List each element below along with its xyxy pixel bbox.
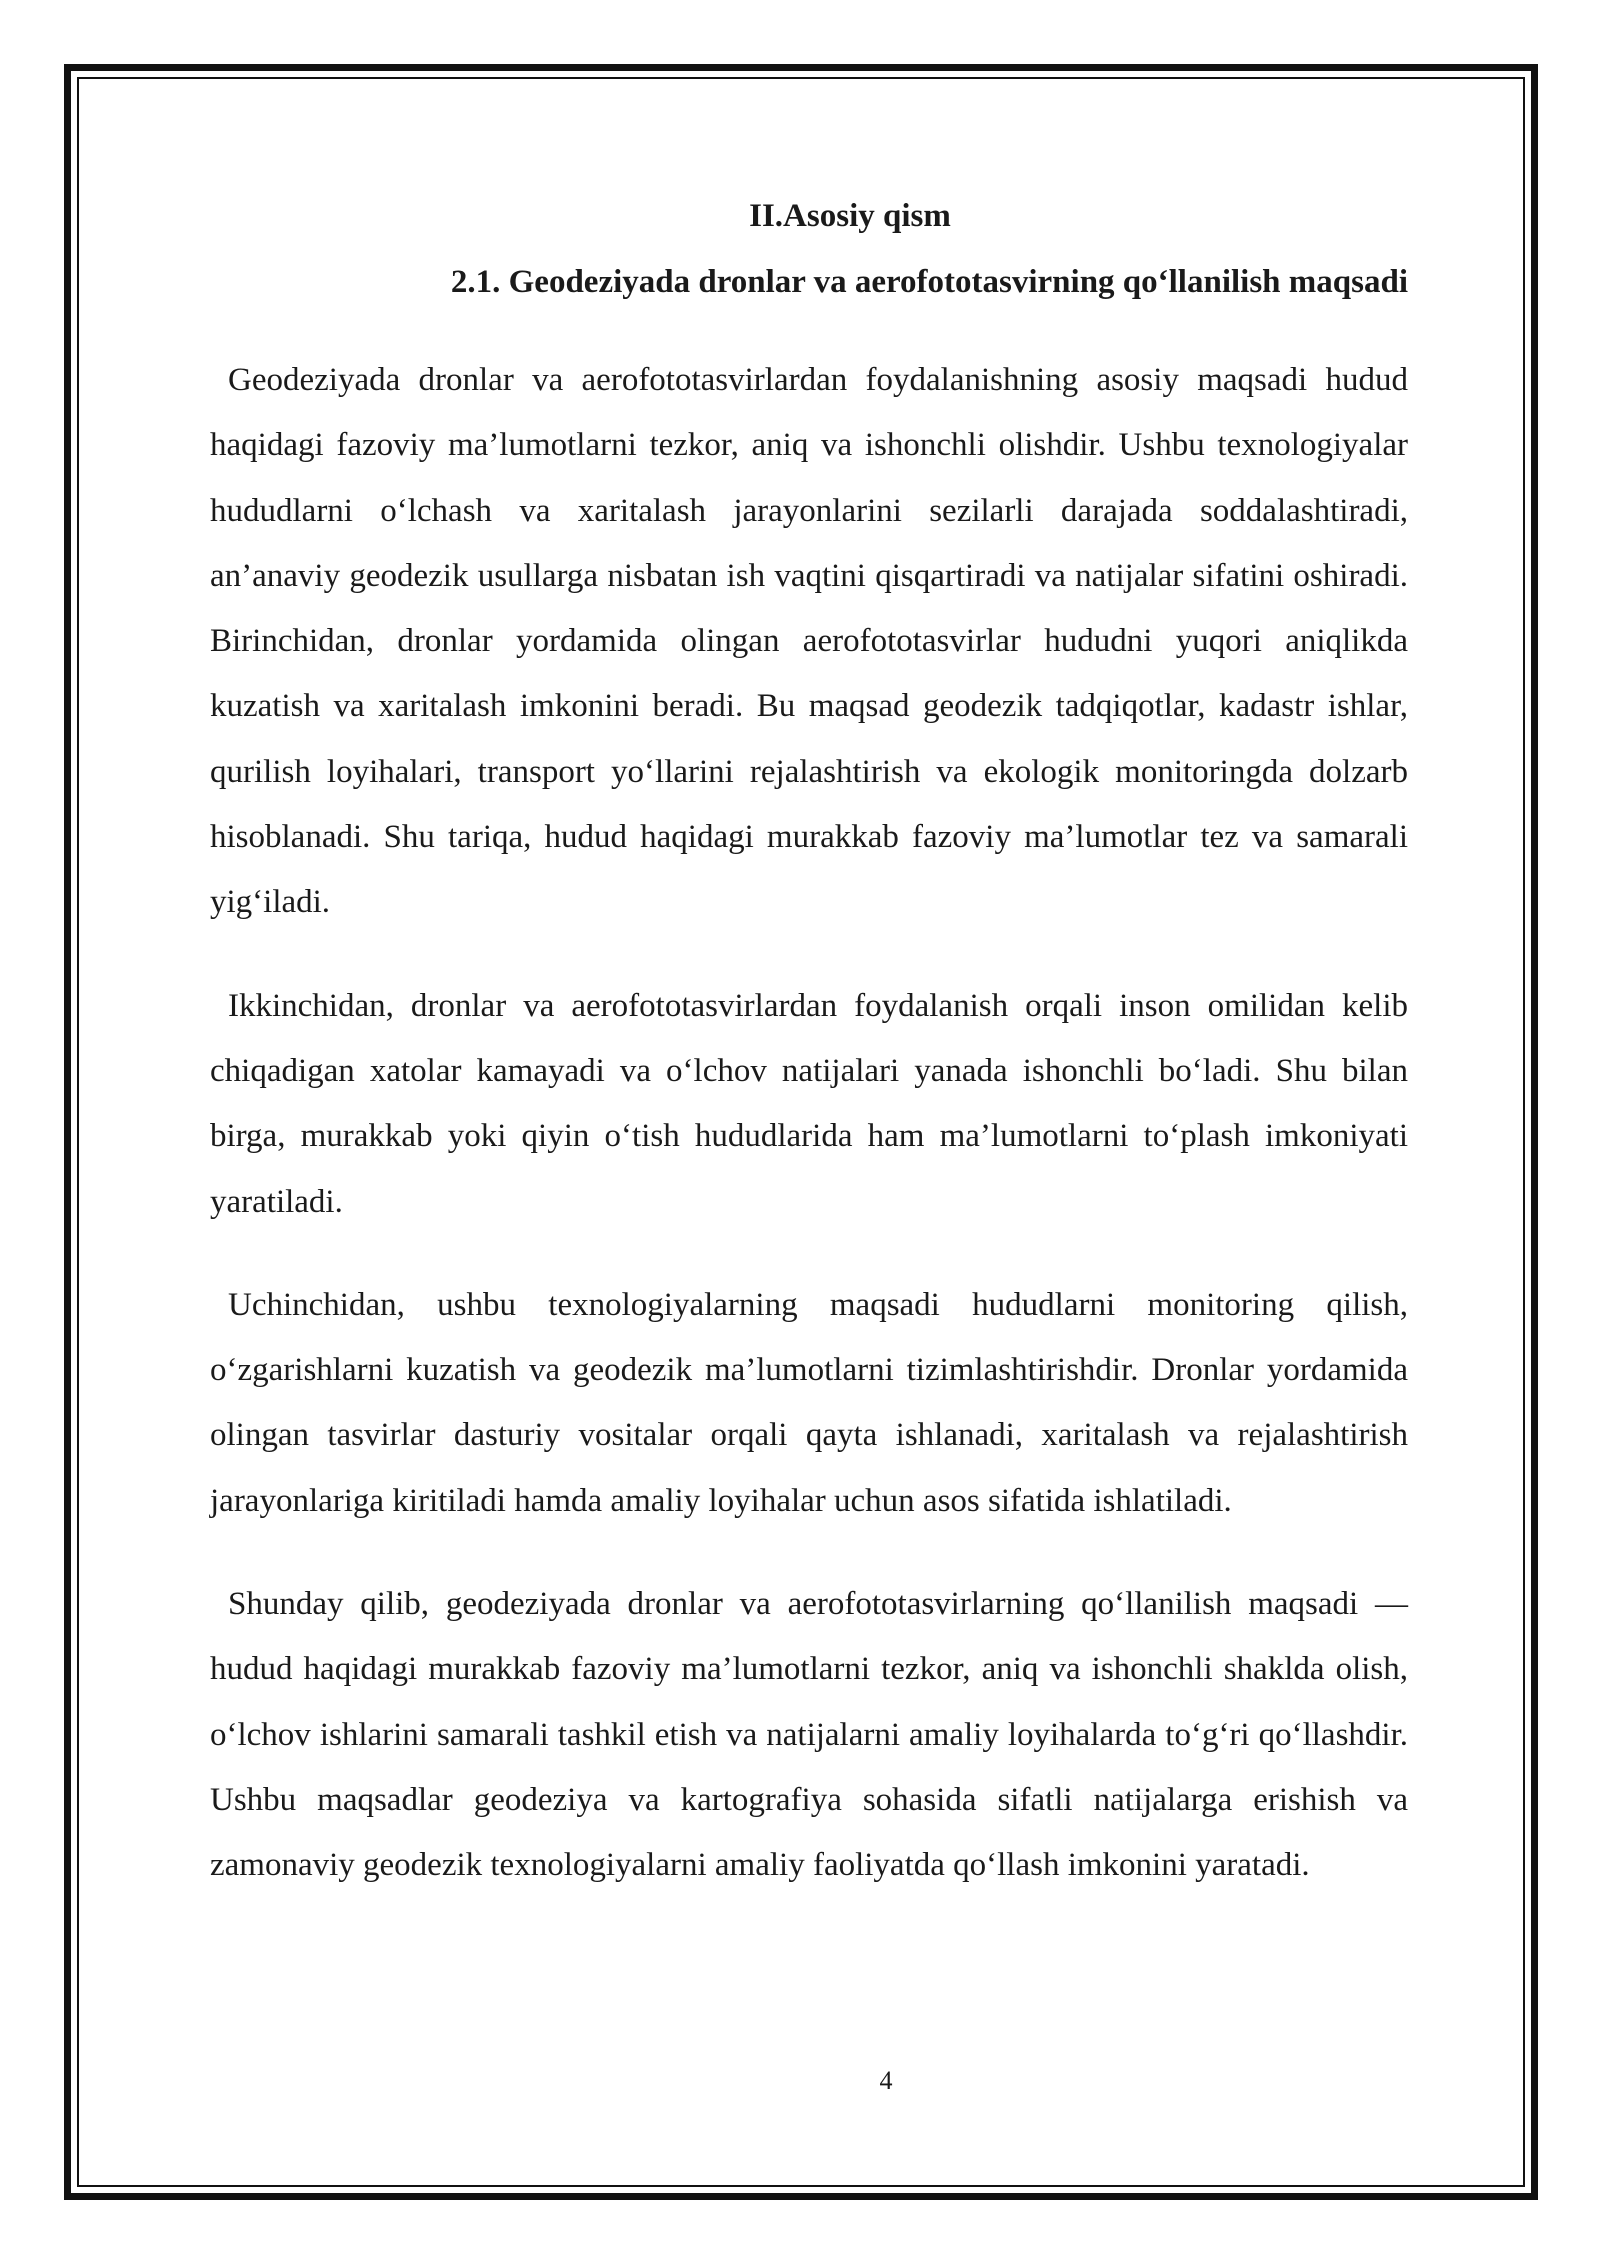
- subsection-title: 2.1. Geodeziyada dronlar va aerofototasvirning qo‘llanilish maqsadi: [450, 264, 1408, 300]
- paragraph-2: Ikkinchidan, dronlar va aerofototasvirlardan foydalanish orqali inson omilidan kelib chiqadigan xatolar kamayadi va o‘lchov natijalari yanada ishonchli bo‘ladi. Shu bilan birga, murakkab yoki qiyin o‘tish hududlarida ham ma’lumotlarni to‘plash imkoniyati yaratiladi.: [210, 987, 1408, 1220]
- section-title: II.Asosiy qism: [749, 198, 951, 234]
- paragraph-1: Geodeziyada dronlar va aerofototasvirlardan foydalanishning asosiy maqsadi hudud haqidagi fazoviy ma’lumotlarni tezkor, aniq va ishonchli olishdir. Ushbu texnologiyalar hududlarni o‘lchash va xaritalash jarayonlarini sezilarli darajada soddalashtiradi, an’anaviy geodezik usullarga nisbatan ish vaqtini qisqartiradi va natijalar sifatini oshiradi. Birinchidan, dronlar yordamida olingan aerofototasvirlar hududni yuqori aniqlikda kuzatish va xaritalash imkonini beradi. Bu maqsad geodezik tadqiqotlar, kadastr ishlar, qurilish loyihalari, transport yo‘llarini rejalashtirish va ekologik monitoringda dolzarb hisoblanadi. Shu tariqa, hudud haqidagi murakkab fazoviy ma’lumotlar tez va samarali yig‘iladi.: [210, 362, 1408, 921]
- paragraph-3: Uchinchidan, ushbu texnologiyalarning maqsadi hududlarni monitoring qilish, o‘zgarishlarni kuzatish va geodezik ma’lumotlarni tizimlashtirishdir. Dronlar yordamida olingan tasvirlar dasturiy vositalar orqali qayta ishlanadi, xaritalash va rejalashtirish jarayonlariga kiritiladi hamda amaliy loyihalar uchun asos sifatida ishlatiladi.: [210, 1286, 1408, 1519]
- page-number: 4: [879, 2066, 893, 2095]
- paragraph-4: Shunday qilib, geodeziyada dronlar va aerofototasvirlarning qo‘llanilish maqsadi — hudud haqidagi murakkab fazoviy ma’lumotlarni tezkor, aniq va ishonchli shaklda olish, o‘lchov ishlarini samarali tashkil etish va natijalarni amaliy loyihalarda to‘g‘ri qo‘llashdir. Ushbu maqsadlar geodeziya va kartografiya sohasida sifatli natijalarga erishish va zamonaviy geodezik texnologiyalarni amaliy faoliyatda qo‘llash imkonini yaratadi.: [210, 1586, 1408, 1884]
- page-content: [210, 190, 1408, 1899]
